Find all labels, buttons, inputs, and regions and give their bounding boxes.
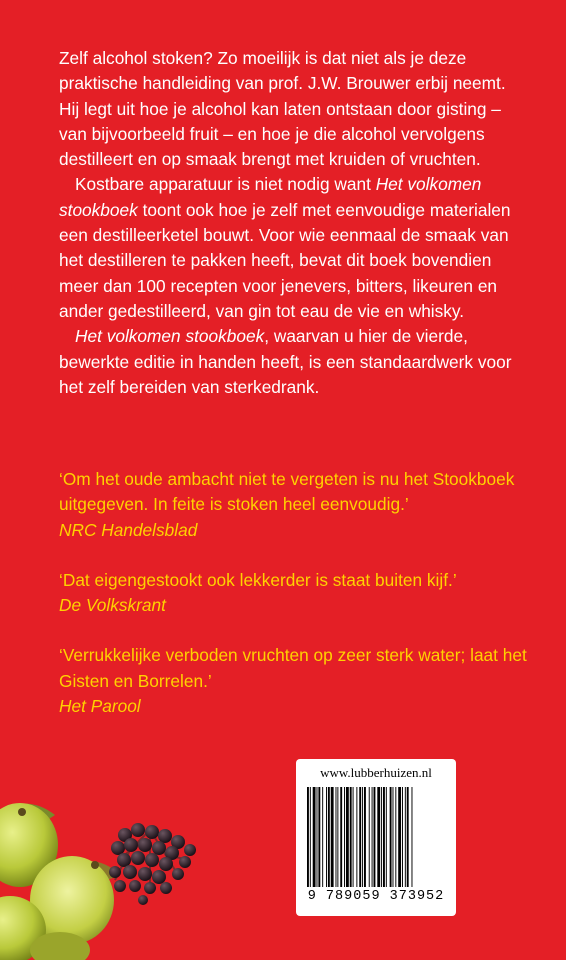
quote-text: ‘Dat eigengestookt ook lekkerder is staat buiten kijf.’ bbox=[59, 569, 457, 590]
quote-source: Het Parool bbox=[59, 696, 141, 717]
book-title-mention: Het volkomen stookboek bbox=[59, 174, 482, 220]
quote-source: De Volkskrant bbox=[59, 595, 166, 616]
barcode-box bbox=[296, 759, 456, 916]
quote-text: ‘Verrukkelijke verboden vruchten op zeer sterk water; laat het Gisten en Borrelen.’ bbox=[59, 645, 527, 691]
isbn-number: 9 789059 373952 bbox=[307, 889, 445, 904]
publisher-url: www.lubberhuizen.nl bbox=[320, 765, 432, 780]
press-quotes bbox=[59, 467, 529, 744]
blurb-text bbox=[59, 46, 519, 400]
blurb-paragraph-3-rest: , waarvan u hier de vierde, bewerkte editie in handen heeft, is een standaardwerk voor het zelf bereiden van sterkedrank. bbox=[59, 326, 512, 397]
blurb-paragraph-2-start: Kostbare apparatuur is niet nodig want bbox=[75, 174, 376, 195]
blurb-paragraph-3 bbox=[59, 324, 519, 400]
quote-source: NRC Handelsblad bbox=[59, 519, 198, 540]
quote-text: ‘Om het oude ambacht niet te vergeten is nu het Stookboek uitgegeven. In feite is stoken heel eenvoudig.’ bbox=[59, 469, 515, 515]
press-quote bbox=[59, 643, 529, 719]
book-title-mention: Het volkomen stookboek bbox=[75, 326, 265, 347]
press-quote bbox=[59, 568, 529, 619]
blurb-paragraph-1: Zelf alcohol stoken? Zo moeilijk is dat niet als je deze praktische handleiding van prof. J.W. Brouwer erbij neemt. Hij legt uit hoe je alcohol kan laten ontstaan door gisting – van bijvoorbeeld fruit – en hoe je die alcohol vervolgens destilleert en op smaak brengt met kruiden of vruchten. bbox=[59, 48, 506, 170]
blurb-paragraph-2-rest: toont ook hoe je zelf met eenvoudige materialen een destilleerketel bouwt. Voor wie eenmaal de smaak van het destilleren te pakken heeft, bevat dit boek bovendien meer dan 100 recepten voor jenevers, bitters, likeuren en ander gedestilleerd, van gin tot eau de vie en whisky. bbox=[59, 199, 511, 321]
fruit-illustration bbox=[0, 790, 210, 960]
blurb-paragraph-2 bbox=[59, 172, 519, 324]
barcode-bars bbox=[305, 787, 447, 887]
press-quote bbox=[59, 467, 529, 543]
